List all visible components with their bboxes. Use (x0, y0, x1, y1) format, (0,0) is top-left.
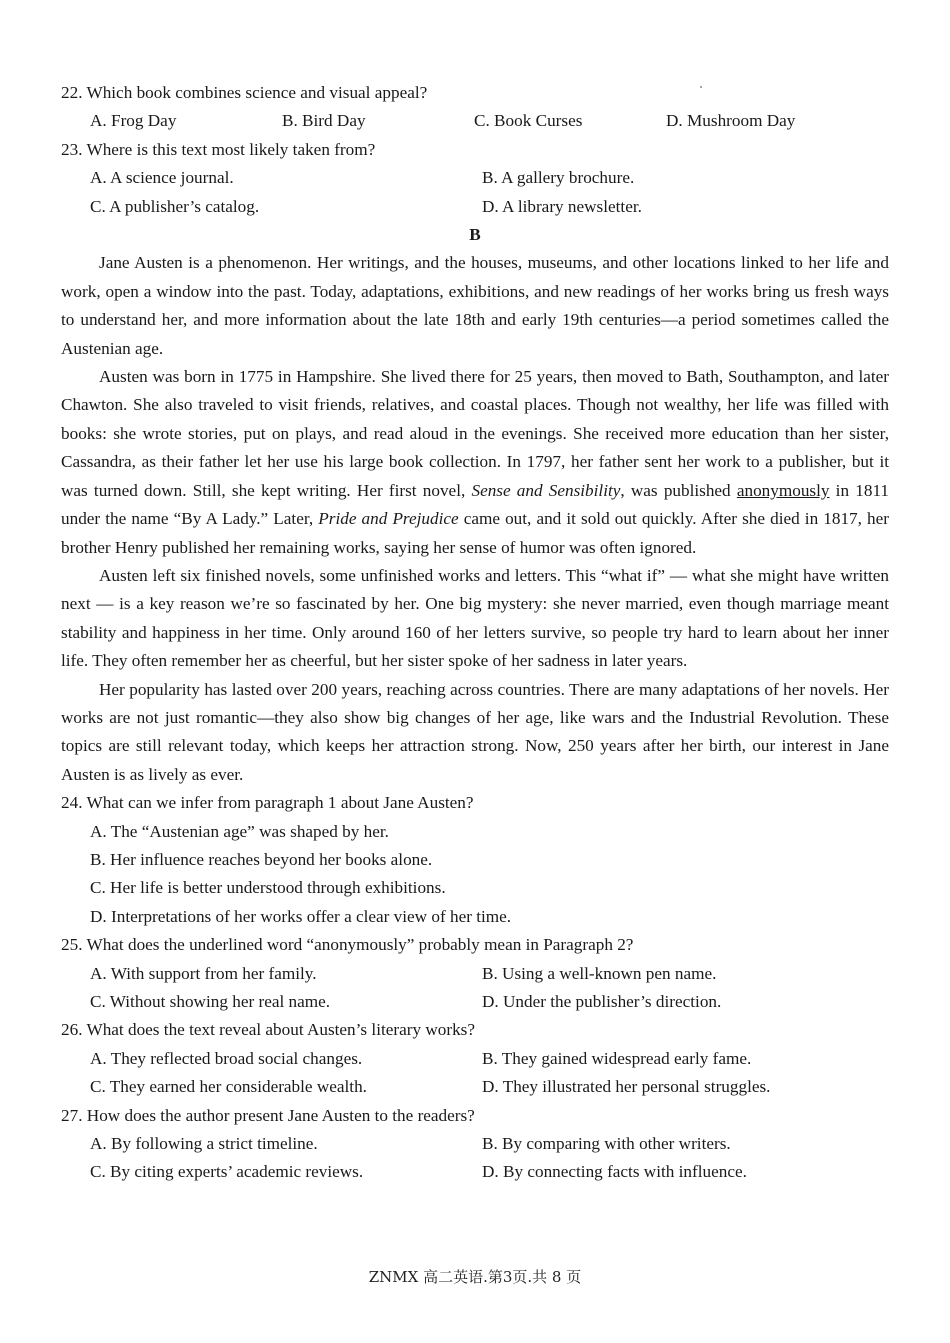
q25-option-b: B. Using a well-known pen name. (482, 963, 717, 983)
q27-option-c: C. By citing experts’ academic reviews. (90, 1162, 364, 1182)
q22-option-d: D. Mushroom Day (666, 111, 796, 131)
question-27-stem: 27. How does the author present Jane Austen to the readers? (61, 1105, 475, 1125)
underlined-word: anonymously (736, 480, 830, 500)
novel-title-sense: Sense and Sensibility (471, 480, 621, 500)
q25-option-c: C. Without showing her real name. (90, 992, 331, 1011)
question-27-options (61, 1130, 889, 1187)
passage-paragraph-2 (61, 363, 889, 562)
question-26-stem: 26. What does the text reveal about Austen’s literary works? (61, 1020, 475, 1040)
novel-title-pride: Pride and Prejudice (318, 509, 459, 529)
q26-option-c: C. They earned her considerable wealth. (90, 1077, 367, 1097)
q27-option-a: A. By following a strict timeline. (90, 1134, 318, 1154)
question-25-stem: 25. What does the underlined word “anonymously” probably mean in Paragraph 2? (61, 935, 634, 955)
q27-option-d: D. By connecting facts with influence. (482, 1162, 747, 1182)
q24-option-a: A. The “Austenian age” was shaped by her. (90, 821, 389, 841)
section-heading: B (469, 225, 481, 245)
q25-option-a: A. With support from her family. (90, 963, 317, 983)
question-26-options (61, 1045, 889, 1102)
q25-option-d: D. Under the publisher’s direction. (482, 992, 722, 1011)
q26-option-a: A. They reflected broad social changes. (90, 1048, 363, 1068)
q23-option-d: D. A library newsletter. (482, 196, 642, 216)
q26-option-d: D. They illustrated her personal struggles. (482, 1077, 771, 1097)
question-23-stem: 23. Where is this text most likely taken from? (61, 139, 376, 159)
page-footer: ZNMX 高二英语.第3页.共 8 页 (368, 1268, 582, 1286)
p2-text-a: Austen was born in 1775 in Hampshire. She lived there for 25 years, then moved to Bath, Southampton, and later Chawton. She also traveled to visit friends, relatives, and coastal places. Though not wealthy, her life was filled with books: she wrote stories, put on plays, and read aloud in the evenings. She received more education than her sister, Cassandra, as their father let her use his large book collection. In 1797, her father sent her work to a publisher, but it was turned down. Still, she kept writing. Her first novel, (61, 367, 889, 500)
passage-paragraph-4: Her popularity has lasted over 200 years, reaching across countries. There are many adaptations of her novels. Her works are not just romantic—they also show big changes of her age, like wars and the Industrial Revolution. These topics are still relevant today, which keeps her attraction strong. Now, 250 years after her birth, our interest in Jane Austen is as lively as ever. (61, 679, 889, 784)
question-24-stem: 24. What can we infer from paragraph 1 about Jane Austen? (61, 793, 474, 813)
q22-option-c: C. Book Curses (474, 111, 583, 131)
p2-text-b: , was published (620, 480, 737, 500)
question-22-options (61, 107, 889, 135)
q23-option-a: A. A science journal. (90, 168, 234, 188)
p2-text-d: came out, and it sold out quickly. After she died in 1817, her brother Henry published her remaining works, saying her sense of humor was often ignored. (61, 509, 889, 557)
question-25-options (61, 960, 889, 1017)
q24-option-c: C. Her life is better understood through exhibitions. (90, 878, 446, 898)
exam-page (61, 79, 889, 1187)
q22-option-b: B. Bird Day (282, 111, 366, 131)
q24-option-b: B. Her influence reaches beyond her books alone. (90, 849, 433, 869)
q24-option-d: D. Interpretations of her works offer a clear view of her time. (90, 906, 512, 926)
question-22-stem: 22. Which book combines science and visual appeal? (61, 83, 428, 102)
q22-option-a: A. Frog Day (90, 111, 177, 131)
q27-option-b: B. By comparing with other writers. (482, 1134, 731, 1154)
passage-paragraph-3: Austen left six finished novels, some unfinished works and letters. This “what if” — what she might have written next — is a key reason we’re so fascinated by her. One big mystery: she never married, even though marriage meant stability and happiness in her time. Only around 160 of her letters survive, so people try hard to learn about her inner life. They often remember her as cheerful, but her sister spoke of her sadness in later years. (61, 565, 889, 671)
q23-option-b: B. A gallery brochure. (482, 168, 635, 188)
q26-option-b: B. They gained widespread early fame. (482, 1048, 752, 1068)
passage-paragraph-1: Jane Austen is a phenomenon. Her writings, and the houses, museums, and other locations linked to her life and work, open a window into the past. Today, adaptations, exhibitions, and new readings of her works bring us fresh ways to understand her, and more information about the late 18th and early 19th centuries—a period sometimes called the Austenian age. (61, 253, 889, 358)
q23-option-c: C. A publisher’s catalog. (90, 196, 260, 216)
question-23-options (61, 164, 889, 221)
p2-text-c: in 1811 under the name “By A Lady.” Later, (61, 480, 889, 529)
question-24-options (61, 818, 889, 932)
